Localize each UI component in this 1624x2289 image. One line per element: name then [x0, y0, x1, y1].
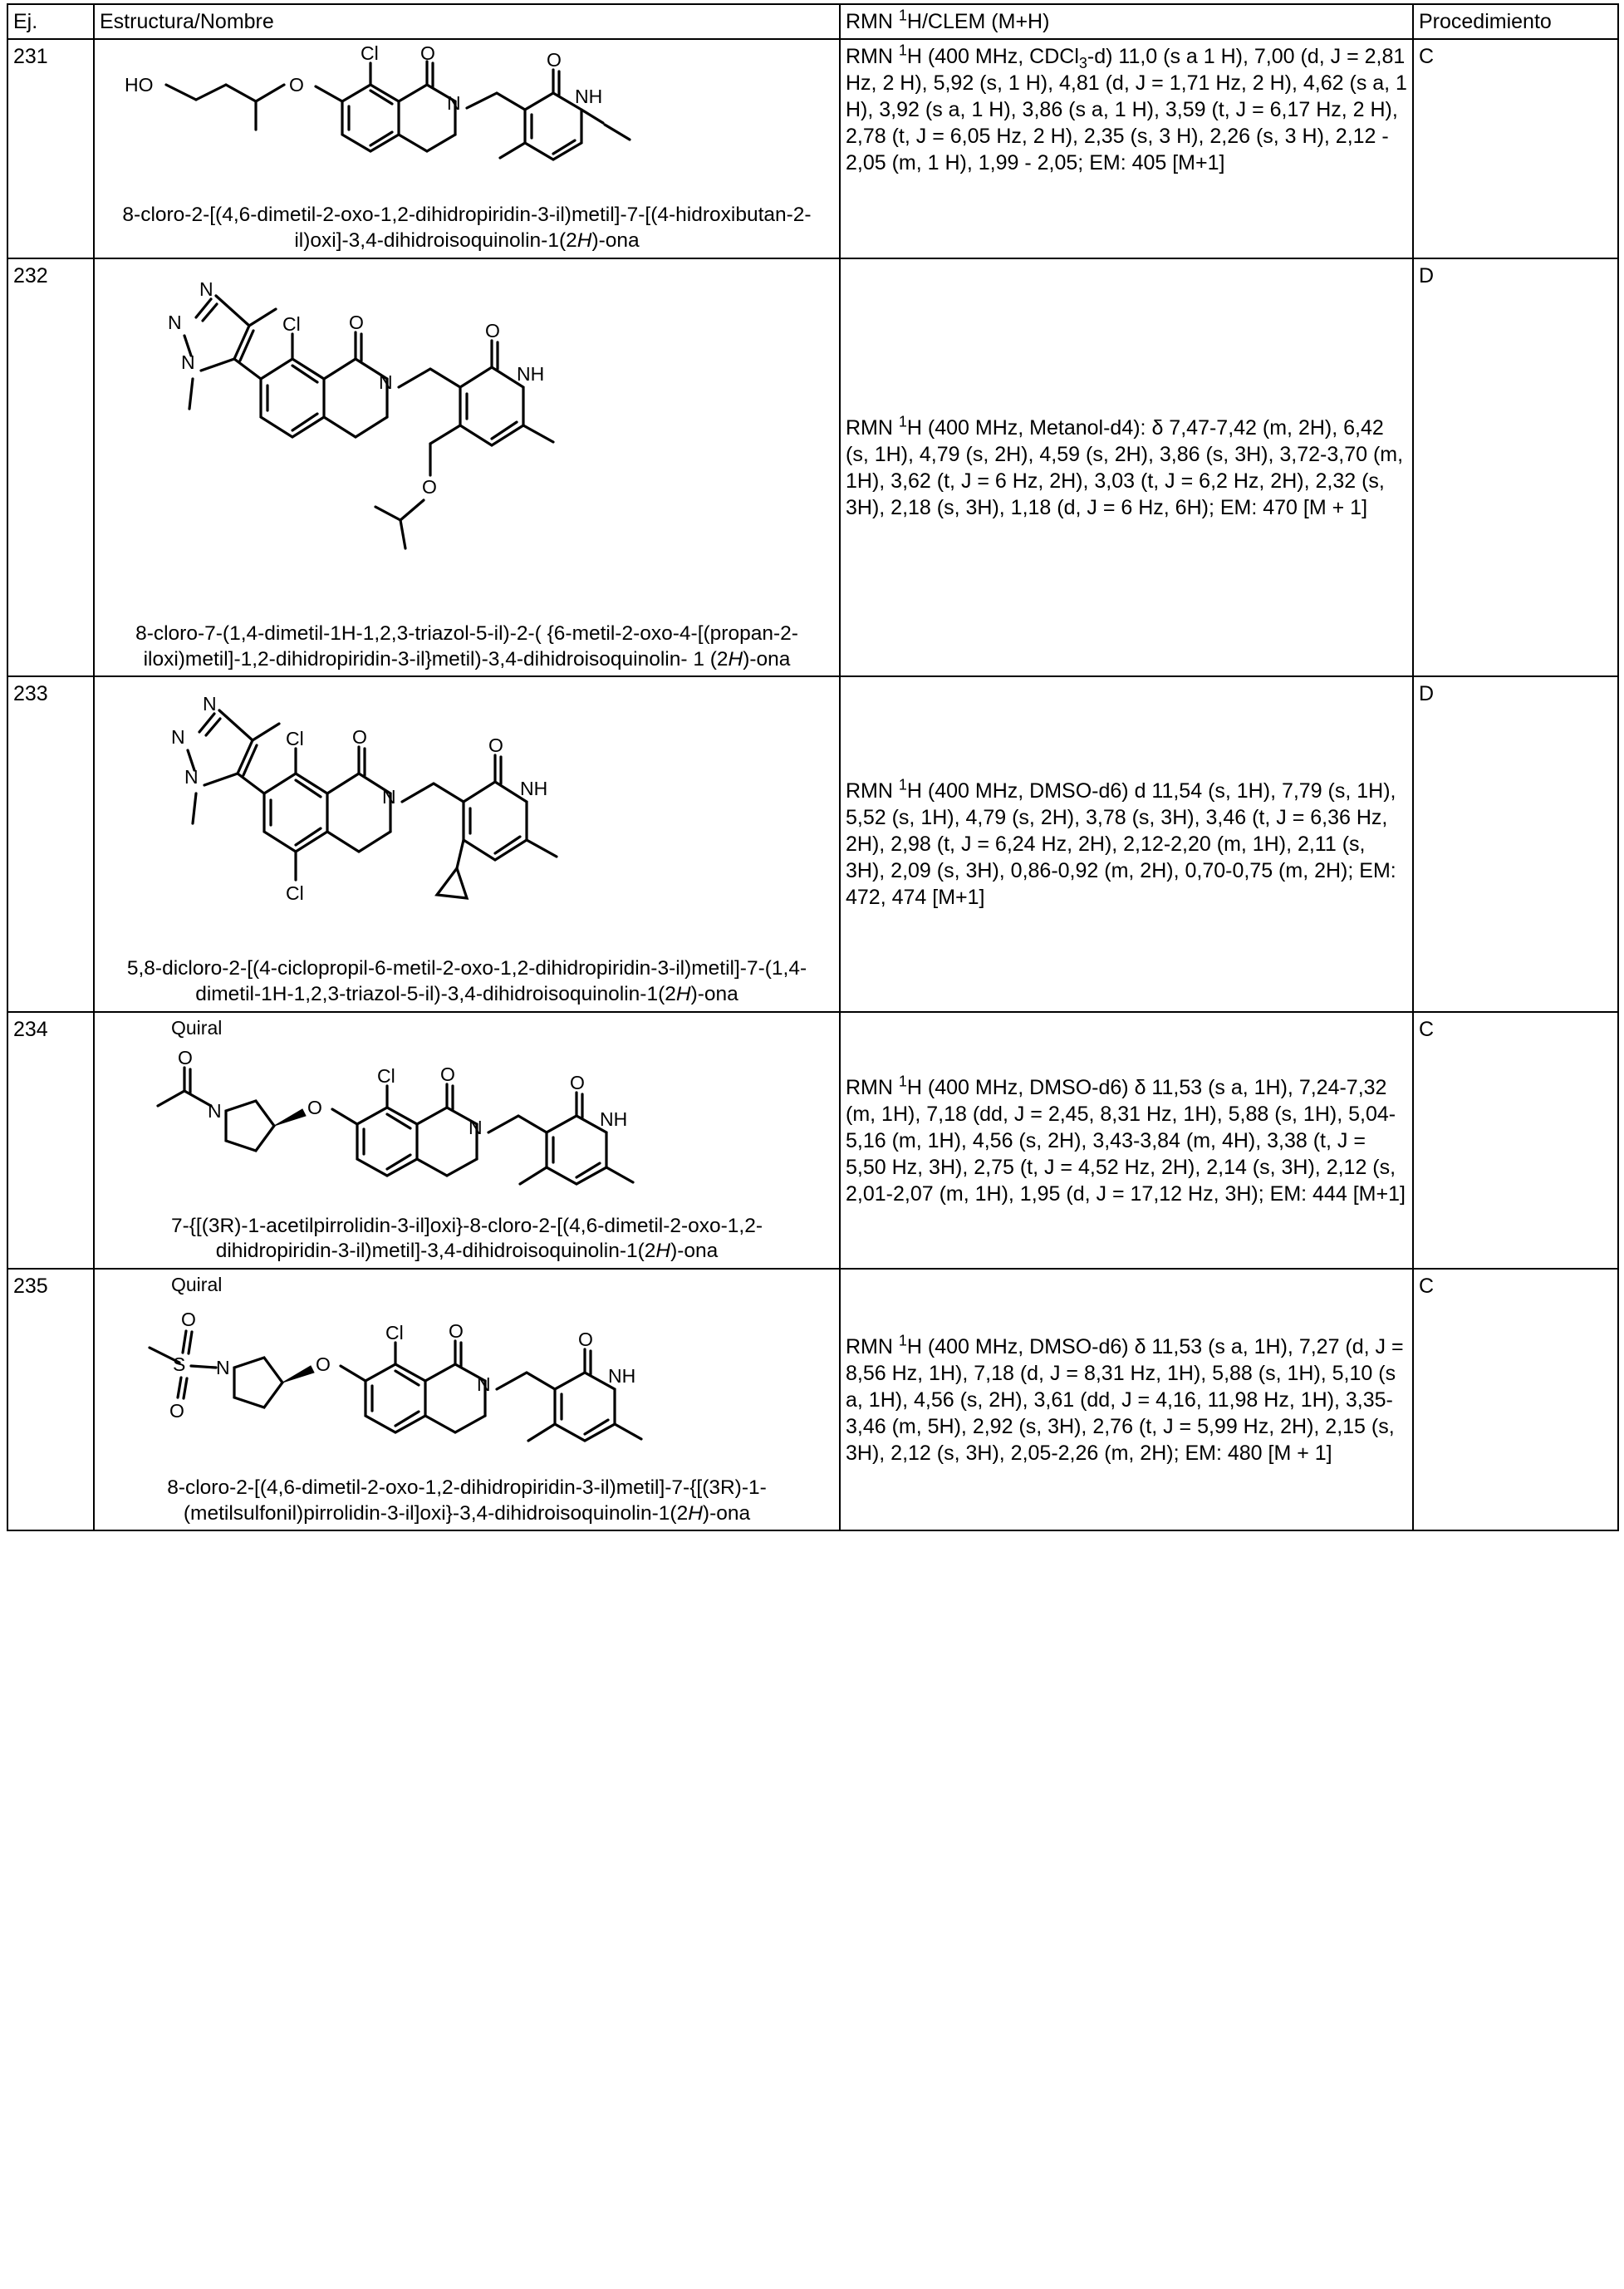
- table-row: [7, 1269, 1618, 1530]
- chirality-label: Quiral: [171, 1017, 223, 1039]
- svg-text:O: O: [440, 1063, 455, 1085]
- svg-text:O: O: [422, 475, 437, 498]
- svg-text:O: O: [178, 1046, 193, 1068]
- row-structure-cell: [94, 676, 840, 1012]
- compound-name: 8-cloro-2-[(4,6-dimetil-2-oxo-1,2-dihidropiridin-3-il)metil]-7-[(4-hidroxibutan-2-il)oxi]-3,4-dihidroisoquinolin-1(2H)-ona: [122, 204, 812, 252]
- chemical-structure-234: [100, 1016, 834, 1265]
- row-procedure: D: [1413, 676, 1618, 1012]
- row-rmn-cell: RMN $^1$H (400 MHz, DMSO-d6) d 11,54 (s, 1H), 7,79 (s, 1H), 5,52 (s, 1H), 4,79 (s, 2H), 3,78 (s, 3H), 3,46 (t, J = 6,36 Hz, 2H), 2,98 (t, J = 6,24 Hz, 2H), 2,12-2,20 (m, 1H), 2,11 (s, 3H), 2,09 (s, 3H), 0,86-0,92 (m, 2H), 0,70-0,75 (m, 2H); EM: 472, 474 [M+1]: [840, 676, 1413, 1012]
- table-header-row: [7, 4, 1618, 39]
- row-example-number: 231: [7, 39, 94, 258]
- svg-text:O: O: [547, 49, 562, 71]
- svg-text:N: N: [181, 351, 195, 373]
- examples-table: [7, 3, 1619, 1531]
- row-example-number: 234: [7, 1012, 94, 1269]
- svg-text:N: N: [382, 786, 396, 808]
- row-structure-cell: [94, 39, 840, 258]
- svg-text:HO: HO: [125, 74, 154, 96]
- svg-text:O: O: [169, 1399, 184, 1422]
- svg-text:N: N: [171, 726, 185, 749]
- structure-diagram-icon: [110, 263, 824, 620]
- row-example-number: 233: [7, 676, 94, 1012]
- compound-name: 5,8-dicloro-2-[(4-ciclopropil-6-metil-2-oxo-1,2-dihidropiridin-3-il)metil]-7-(1,4-dimetil-1H-1,2,3-triazol-5-il)-3,4-dihidroisoquinolin-1(2H)-ona: [126, 957, 807, 1006]
- table-row: [7, 258, 1618, 677]
- chemical-structure-235: [100, 1273, 834, 1526]
- row-rmn-cell: RMN $^1$H (400 MHz, DMSO-d6) δ 11,53 (s a, 1H), 7,24-7,32 (m, 1H), 7,18 (dd, J = 2,45, 8,31 Hz, 1H), 5,88 (s, 1H), 5,04-5,16 (m, 1H), 4,56 (s, 2H), 3,43-3,84 (m, 4H), 3,38 (t, J = 5,50 Hz, 3H), 2,75 (t, J = 4,52 Hz, 2H), 2,14 (s, 3H), 2,12 (s, 2,01-2,07 (m, 1H), 1,95 (d, J = 17,12 Hz, 3H); EM: 444 [M+1]: [840, 1012, 1413, 1269]
- row-procedure: D: [1413, 258, 1618, 677]
- row-structure-cell: [94, 258, 840, 677]
- svg-text:N: N: [184, 766, 199, 788]
- row-example-number: 232: [7, 258, 94, 677]
- header-structure: Estructura/Nombre: [94, 4, 840, 39]
- row-procedure: C: [1413, 39, 1618, 258]
- svg-text:NH: NH: [600, 1108, 628, 1130]
- svg-text:N: N: [447, 92, 461, 114]
- row-procedure: C: [1413, 1269, 1618, 1530]
- structure-diagram-icon: [110, 1294, 824, 1474]
- svg-text:O: O: [181, 1308, 196, 1330]
- row-structure-cell: [94, 1012, 840, 1269]
- header-procedure: Procedimiento: [1413, 4, 1618, 39]
- structure-diagram-icon: [110, 680, 824, 955]
- svg-text:NH: NH: [608, 1364, 636, 1387]
- svg-text:NH: NH: [517, 362, 545, 385]
- svg-text:Cl: Cl: [361, 43, 379, 64]
- chirality-label: Quiral: [171, 1274, 223, 1296]
- svg-text:O: O: [570, 1071, 585, 1093]
- structure-diagram-icon: [110, 1038, 824, 1212]
- svg-text:Cl: Cl: [286, 882, 304, 905]
- svg-text:NH: NH: [575, 86, 603, 107]
- compound-name: 8-cloro-7-(1,4-dimetil-1H-1,2,3-triazol-5-il)-2-( {6-metil-2-oxo-4-[(propan-2-iloxi)metil]-1,2-dihidropiridin-3-il}metil)-3,4-dihidroisoquinolin- 1 (2H)-ona: [135, 621, 798, 670]
- svg-text:O: O: [316, 1353, 331, 1375]
- row-rmn-cell: RMN $^1$H (400 MHz, CDCl$_3$-d) 11,0 (s a 1 H), 7,00 (d, J = 2,81 Hz, 2 H), 5,92 (s, 1 H), 4,81 (d, J = 1,71 Hz, 2 H), 4,62 (s a, 1 H), 3,92 (s a, 1 H), 3,86 (s a, 1 H), 3,59 (t, J = 6,17 Hz, 2 H), 2,78 (t, J = 6,05 Hz, 2 H), 2,35 (s, 3 H), 2,26 (s, 3 H), 2,12 - 2,05 (m, 1 H), 1,99 - 2,05; EM: 405 [M+1]: [840, 39, 1413, 258]
- svg-text:O: O: [449, 1319, 464, 1342]
- svg-text:N: N: [168, 311, 182, 333]
- row-rmn-cell: RMN $^1$H (400 MHz, Metanol-d4): δ 7,47-7,42 (m, 2H), 6,42 (s, 1H), 4,79 (s, 2H), 4,59 (s, 2H), 3,86 (s, 3H), 3,72-3,70 (m, 1H), 3,62 (t, J = 6 Hz, 2H), 3,03 (t, J = 6,2 Hz, 2H), 2,32 (s, 3H), 2,18 (s, 3H), 1,18 (d, J = 6 Hz, 6H); EM: 470 [M + 1]: [840, 258, 1413, 677]
- svg-text:O: O: [289, 74, 304, 96]
- row-rmn-cell: RMN $^1$H (400 MHz, DMSO-d6) δ 11,53 (s a, 1H), 7,27 (d, J = 8,56 Hz, 1H), 7,18 (d, J = 8,31 Hz, 1H), 5,88 (s, 1H), 5,10 (s a, 1H), 4,56 (s, 2H), 3,61 (dd, J = 4,16, 11,98 Hz, 1H), 3,35-3,46 (m, 5H), 2,92 (s, 3H), 2,76 (t, J = 5,99 Hz, 2H), 2,15 (s, 3H), 2,12 (s, 3H), 2,05-2,26 (m, 2H); EM: 480 [M + 1]: [840, 1269, 1413, 1530]
- structure-diagram-icon: [110, 43, 824, 201]
- svg-text:NH: NH: [520, 778, 548, 800]
- svg-text:O: O: [488, 734, 503, 757]
- header-rmn: RMN $^1$H/CLEM (M+H): [840, 4, 1413, 39]
- svg-text:O: O: [352, 726, 367, 749]
- row-example-number: 235: [7, 1269, 94, 1530]
- svg-text:O: O: [420, 43, 435, 64]
- chemical-structure-232: [100, 263, 834, 673]
- chemical-structure-233: [100, 680, 834, 1008]
- svg-text:N: N: [379, 371, 393, 393]
- table-row: [7, 676, 1618, 1012]
- table-row: [7, 1012, 1618, 1269]
- row-procedure: C: [1413, 1012, 1618, 1269]
- row-structure-cell: [94, 1269, 840, 1530]
- svg-text:N: N: [477, 1373, 491, 1395]
- svg-text:O: O: [485, 319, 500, 341]
- svg-text:N: N: [469, 1116, 483, 1138]
- svg-text:O: O: [578, 1328, 593, 1350]
- svg-text:Cl: Cl: [286, 728, 304, 750]
- svg-text:N: N: [203, 693, 217, 715]
- header-ej: Ej.: [7, 4, 94, 39]
- svg-text:Cl: Cl: [282, 312, 301, 335]
- svg-text:Cl: Cl: [385, 1321, 404, 1343]
- svg-text:S: S: [173, 1353, 186, 1375]
- svg-text:N: N: [199, 278, 213, 300]
- svg-text:N: N: [216, 1356, 230, 1378]
- compound-name: 7-{[(3R)-1-acetilpirrolidin-3-il]oxi}-8-cloro-2-[(4,6-dimetil-2-oxo-1,2-dihidropiridin-3-il)metil]-3,4-dihidroisoquinolin-1(2H)-ona: [170, 1214, 763, 1263]
- svg-text:O: O: [349, 311, 364, 333]
- compound-name: 8-cloro-2-[(4,6-dimetil-2-oxo-1,2-dihidropiridin-3-il)metil]-7-{[(3R)-1-(metilsulfonil)pirrolidin-3-il]oxi}-3,4-dihidroisoquinolin-1(2H)-ona: [167, 1476, 767, 1525]
- svg-text:N: N: [208, 1099, 222, 1122]
- table-row: [7, 39, 1618, 258]
- chemical-structure-231: [100, 43, 834, 254]
- svg-text:Cl: Cl: [377, 1064, 395, 1087]
- svg-text:O: O: [307, 1096, 322, 1118]
